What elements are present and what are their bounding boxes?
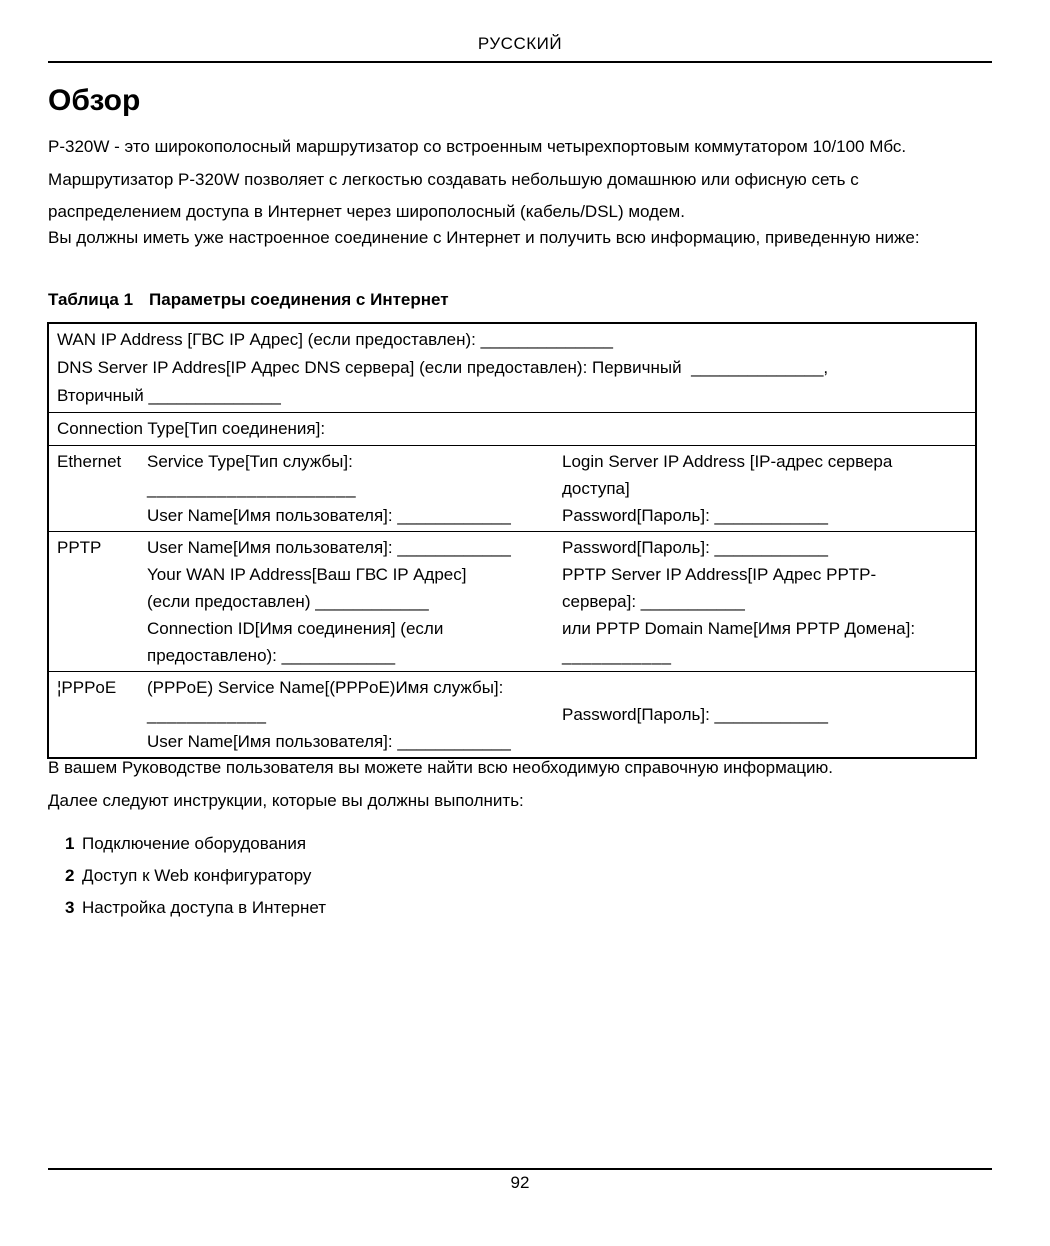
- intro-paragraph-2: Вы должны иметь уже настроенное соединение с Интернет и получить всю информацию, приведенную ниже:: [48, 228, 920, 247]
- pptp-password: Password[Пароль]: ____________: [562, 538, 828, 557]
- pppoe-password: Password[Пароль]: ____________: [562, 705, 828, 724]
- connection-type-line: Connection Type[Тип соединения]:: [57, 419, 326, 438]
- pppoe-user-name: User Name[Имя пользователя]: ____________: [147, 732, 511, 751]
- table-caption-title: Параметры соединения с Интернет: [149, 290, 449, 309]
- pptp-line-5: [57, 642, 967, 669]
- ethernet-line-3: [57, 502, 967, 529]
- ethernet-user-name: User Name[Имя пользователя]: ____________: [147, 506, 511, 525]
- table-row-pppoe: [49, 671, 975, 757]
- table-caption-label: Таблица 1: [48, 290, 134, 309]
- ethernet-login-server: Login Server IP Address [IP-адрес сервера: [562, 452, 893, 471]
- pptp-connection-id: Connection ID[Имя соединения] (если: [147, 619, 444, 638]
- pptp-line-4: [57, 615, 967, 642]
- page-title: Обзор: [48, 84, 141, 117]
- connection-parameters-table: [47, 322, 977, 759]
- step-2-label: Доступ к Web конфигуратору: [82, 866, 312, 885]
- pppoe-line-3: [57, 728, 967, 755]
- pptp-connection-id-cont: предоставлено): ____________: [147, 646, 396, 665]
- step-3-label: Настройка доступа в Интернет: [82, 898, 327, 917]
- table-row-ethernet: [49, 445, 975, 531]
- pppoe-line-2: [57, 701, 967, 728]
- instruction-steps: [48, 833, 326, 929]
- pptp-label: PPTP: [57, 538, 102, 557]
- after-table-paragraph: В вашем Руководстве пользователя вы можете найти всю необходимую справочную информацию.: [48, 758, 833, 777]
- pppoe-label: ¦PPPoE: [57, 678, 117, 697]
- pptp-domain-name-blank: ___________: [562, 646, 672, 665]
- dns-server-line: DNS Server IP Addres[IP Адрес DNS сервера] (если предоставлен): Первичный ______________,: [57, 358, 829, 377]
- ethernet-password: Password[Пароль]: ____________: [562, 506, 828, 525]
- pptp-domain-name: или PPTP Domain Name[Имя PPTP Домена]:: [562, 619, 916, 638]
- ethernet-service-type: Service Type[Тип службы]:: [147, 452, 353, 471]
- wan-ip-line: WAN IP Address [ГВС IP Адрес] (если предоставлен): ______________: [57, 330, 613, 349]
- table-row-connection-type: [49, 412, 975, 445]
- ethernet-service-type-blank: _____________________: [147, 479, 357, 498]
- step-2-number: 2: [65, 866, 75, 885]
- intro-paragraph-1: Р-320W - это широкополосный маршрутизатор со встроенным четырехпортовым коммутатором 10/100 Мбс. Маршрутизатор Р-320W позволяет с легкостью создавать небольшую домашнюю или офисную сеть с распределением доступа в Интернет через широполосный (кабель/DSL) модем.: [48, 137, 907, 221]
- ethernet-line-1: [57, 448, 967, 475]
- pptp-server-ip: PPTP Server IP Address[IP Адрес PPTP-: [562, 565, 877, 584]
- pptp-user-name: User Name[Имя пользователя]: ____________: [147, 538, 511, 557]
- page-number: 92: [510, 1173, 530, 1192]
- table-row-pptp: [49, 531, 975, 671]
- ethernet-login-server-cont: доступа]: [562, 479, 630, 498]
- pptp-wan-ip-cont: (если предоставлен) ____________: [147, 592, 429, 611]
- pptp-wan-ip: Your WAN IP Address[Ваш ГВС IP Адрес]: [147, 565, 467, 584]
- step-2: [48, 865, 326, 887]
- footer-rule: [48, 1168, 992, 1170]
- ethernet-label: Ethernet: [57, 452, 122, 471]
- step-1: [48, 833, 326, 855]
- table-row-wan-dns: [49, 324, 975, 412]
- dns-secondary-line: Вторичный ______________: [57, 386, 281, 405]
- header-rule: [48, 61, 992, 63]
- table-caption: [48, 290, 449, 310]
- step-1-label: Подключение оборудования: [82, 834, 307, 853]
- step-1-number: 1: [65, 834, 75, 853]
- instructions-lead: Далее следуют инструкции, которые вы должны выполнить:: [48, 791, 524, 810]
- pptp-line-2: [57, 561, 967, 588]
- pppoe-service-name-blank: ____________: [147, 705, 267, 724]
- pppoe-line-1: [57, 674, 967, 701]
- ethernet-line-2: [57, 475, 967, 502]
- running-header: РУССКИЙ: [477, 34, 563, 53]
- pptp-server-ip-cont: сервера]: ___________: [562, 592, 745, 611]
- pptp-line-3: [57, 588, 967, 615]
- pptp-line-1: [57, 534, 967, 561]
- step-3-number: 3: [65, 898, 75, 917]
- step-3: [48, 897, 326, 919]
- pppoe-service-name: (PPPoE) Service Name[(PPPoE)Имя службы]:: [147, 678, 504, 697]
